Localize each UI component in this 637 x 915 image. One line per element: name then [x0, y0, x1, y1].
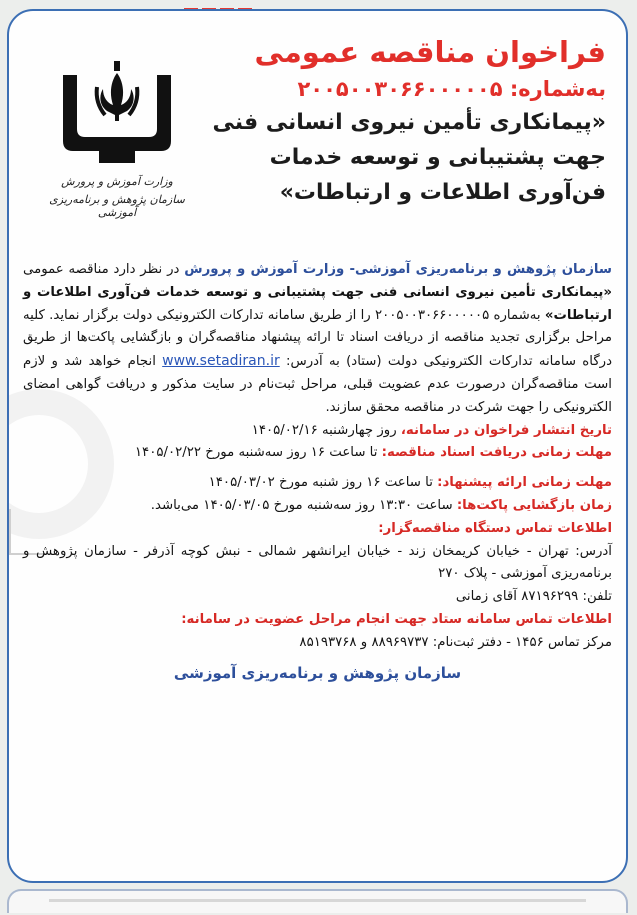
headline-block [206, 33, 606, 210]
ministry-logo [31, 59, 201, 229]
intro-text-1: در نظر دارد مناقصه عمومی [23, 262, 185, 277]
announcement-header [9, 11, 626, 259]
publish-date-label: تاریخ انتشار فراخوان در سامانه، [400, 422, 612, 438]
docs-deadline-row [23, 442, 612, 465]
iran-emblem-icon [59, 59, 175, 167]
announcement-body [23, 259, 612, 684]
publish-date-value: روز چهارشنبه ۱۴۰۵/۰۲/۱۶ [251, 422, 401, 438]
offer-deadline-value: تا ساعت ۱۶ روز شنبه مورخ ۱۴۰۵/۰۳/۰۲ [208, 475, 438, 491]
contact-phone: تلفن: ۸۷۱۹۶۲۹۹ آقای زمانی [455, 589, 612, 605]
setad-website-link[interactable]: www.setadiran.ir [162, 353, 280, 370]
setad-heading: اطلاعات تماس سامانه ستاد جهت انجام مراحل عضویت در سامانه: [181, 611, 612, 627]
intro-text-2: به‌شماره ۲۰۰۵۰۰۳۰۶۶۰۰۰۰۰۵ را از طریق سامانه تدارکات الکترونیکی دولت برگزار نماید. کلیه مراحل برگزاری تجدید مناقصه از دریافت اسناد تا ارائه پیشنهاد مناقصه‌گران و بازگشایی پاکت‌ها از طریق درگاه سامانه تدارکات الکترونیکی دولت (ستاد) به آدرس: [23, 307, 612, 370]
tender-number: به‌شماره: ۲۰۰۵۰۰۳۰۶۶۰۰۰۰۰۵ [297, 77, 606, 101]
offer-deadline-label: مهلت زمانی ارائه پیشنهاد: [437, 475, 612, 491]
org-name: سازمان پژوهش و برنامه‌ریزی آموزشی- وزارت آموزش و پرورش [184, 262, 613, 277]
subject-line-2: جهت پشتیبانی و توسعه خدمات [269, 145, 606, 170]
opening-time-label: زمان بازگشایی پاکت‌ها: [456, 497, 612, 513]
project-title: «پیمانکاری تأمین نیروی انسانی فنی جهت پشتیبانی و توسعه خدمات فن‌آوری اطلاعات و ارتباطات» [23, 284, 612, 323]
next-ad-edge [7, 889, 628, 913]
docs-deadline-value: تا ساعت ۱۶ روز سه‌شنبه مورخ ۱۴۰۵/۰۲/۲۲ [134, 445, 382, 461]
subject-line-3: فن‌آوری اطلاعات و ارتباطات» [279, 180, 606, 205]
opening-time-value: ساعت ۱۳:۳۰ روز سه‌شنبه مورخ ۱۴۰۵/۰۳/۰۵ می‌باشد. [150, 497, 457, 513]
next-ad-divider [49, 899, 586, 902]
intro-text-3: انجام خواهد شد و لازم است مناقصه‌گران درصورت عدم عضویت قبلی، مراحل ثبت‌نام در سایت مذکور و دریافت گواهی امضای الکترونیکی را جهت شرکت در مناقصه محقق سازند. [23, 354, 612, 415]
ministry-caption: وزارت آموزش و پرورش [61, 175, 173, 188]
announcement-title: فراخوان مناقصه عمومی [254, 35, 606, 69]
docs-deadline-label: مهلت زمانی دریافت اسناد مناقصه: [381, 445, 612, 461]
contact-heading: اطلاعات تماس دستگاه مناقصه‌گزار: [378, 520, 612, 536]
contact-address: آدرس: تهران - خیابان کریمخان زند - خیابان ایرانشهر شمالی - نبش کوچه آذرفر - سازمان پژوهش و برنامه‌ریزی آموزشی - پلاک ۲۷۰ [23, 543, 612, 582]
footer-organization: سازمان پژوهش و برنامه‌ریزی آموزشی [173, 663, 462, 682]
opening-time-row [23, 495, 612, 518]
announcement-frame [7, 9, 628, 883]
organization-caption: سازمان پژوهش و برنامه‌ریزی آموزشی [49, 193, 185, 219]
setad-details: مرکز تماس ۱۴۵۶ - دفتر ثبت‌نام: ۸۸۹۶۹۷۳۷ و ۸۵۱۹۳۷۶۸ [299, 634, 612, 650]
intro-paragraph [23, 262, 612, 415]
top-red-mark [184, 0, 254, 7]
subject-line-1: «پیمانکاری تأمین نیروی انسانی فنی [212, 110, 606, 135]
offer-deadline-row [23, 472, 612, 495]
publish-date-row [23, 420, 612, 443]
